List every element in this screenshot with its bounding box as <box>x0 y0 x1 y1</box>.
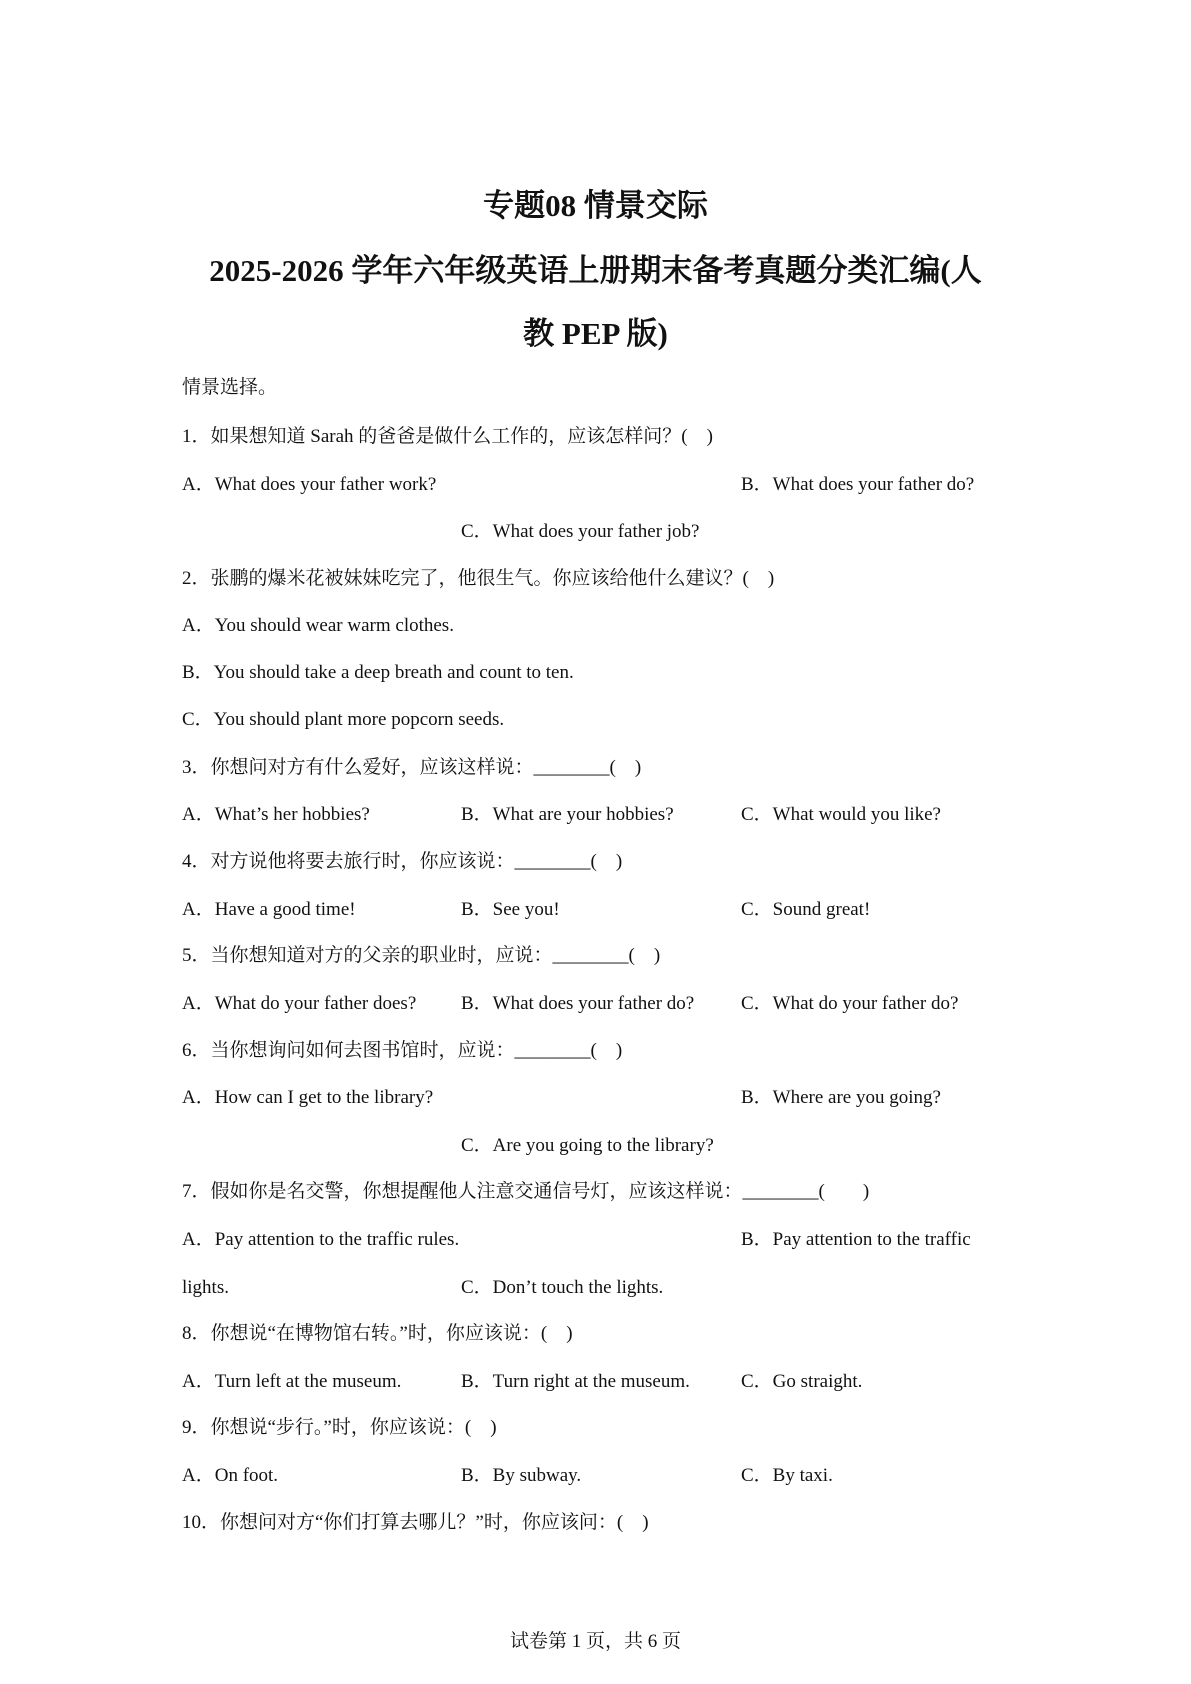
title-line-2: 2025-2026 学年六年级英语上册期末备考真题分类汇编(人 <box>209 253 982 288</box>
option-a: A．Pay attention to the traffic rules. <box>182 1229 460 1250</box>
question-8 <box>0 1310 1191 1357</box>
option-c: C．What does your father job? <box>461 521 700 542</box>
option-b: B．See you! <box>461 899 560 920</box>
question-stem: 9．你想说“步行。”时，你应该说：( ) <box>182 1417 497 1438</box>
page-footer: 试卷第 1 页，共 6 页 <box>509 1631 681 1652</box>
question-stem: 3．你想问对方有什么爱好，应该这样说：________( ) <box>182 757 642 778</box>
section-heading: 情景选择。 <box>182 377 278 398</box>
question-2 <box>0 555 1191 602</box>
question-10 <box>0 1499 1191 1546</box>
question-stem: 10．你想问对方“你们打算去哪儿？”时，你应该问：( ) <box>182 1512 649 1533</box>
option-a: A．Have a good time! <box>182 899 356 920</box>
option-b: B．Pay attention to the traffic <box>741 1229 971 1250</box>
option-b: B．You should take a deep breath and count to ten. <box>182 662 574 683</box>
question-3 <box>0 744 1191 791</box>
question-stem: 1．如果想知道 Sarah 的爸爸是做什么工作的，应该怎样问？( ) <box>182 426 713 447</box>
question-9 <box>0 1404 1191 1451</box>
option-a: A．What does your father work? <box>182 474 437 495</box>
question-stem: 4．对方说他将要去旅行时，你应该说：________( ) <box>182 851 623 872</box>
option-a: A．You should wear warm clothes. <box>182 615 454 636</box>
option-c: C．What do your father do? <box>741 993 959 1014</box>
option-b: B．What does your father do? <box>461 993 695 1014</box>
question-7 <box>0 1168 1191 1215</box>
question-6 <box>0 1027 1191 1074</box>
option-b: B．Turn right at the museum. <box>461 1371 690 1392</box>
option-c: C．Go straight. <box>741 1371 863 1392</box>
option-b: B．Where are you going? <box>741 1087 941 1108</box>
option-c: C．Are you going to the library? <box>461 1135 714 1156</box>
option-a: A．What do your father does? <box>182 993 417 1014</box>
option-b-continued: lights. <box>182 1277 229 1298</box>
option-b: B．What are your hobbies? <box>461 804 674 825</box>
title-line-3: 教 PEP 版) <box>523 316 668 351</box>
option-a: A．How can I get to the library? <box>182 1087 434 1108</box>
question-stem: 2．张鹏的爆米花被妹妹吃完了，他很生气。你应该给他什么建议？( ) <box>182 568 775 589</box>
option-c: C．What would you like? <box>741 804 941 825</box>
option-c: C．Don’t touch the lights. <box>461 1277 664 1298</box>
option-a: A．On foot. <box>182 1465 279 1486</box>
option-c: C．You should plant more popcorn seeds. <box>182 709 505 730</box>
option-c: C．Sound great! <box>741 899 871 920</box>
option-a: A．Turn left at the museum. <box>182 1371 402 1392</box>
option-a: A．What’s her hobbies? <box>182 804 370 825</box>
question-stem: 8．你想说“在博物馆右转。”时，你应该说：( ) <box>182 1323 573 1344</box>
option-c: C．By taxi. <box>741 1465 833 1486</box>
question-stem: 6．当你想询问如何去图书馆时，应说：________( ) <box>182 1040 623 1061</box>
title-line-1: 专题08 情景交际 <box>483 188 708 223</box>
option-b: B．What does your father do? <box>741 474 975 495</box>
question-5 <box>0 932 1191 979</box>
question-stem: 5．当你想知道对方的父亲的职业时，应说：________( ) <box>182 945 661 966</box>
question-4 <box>0 838 1191 885</box>
option-b: B．By subway. <box>461 1465 582 1486</box>
question-1 <box>0 413 1191 460</box>
question-stem: 7．假如你是名交警，你想提醒他人注意交通信号灯，应该这样说：________( ) <box>182 1181 870 1202</box>
